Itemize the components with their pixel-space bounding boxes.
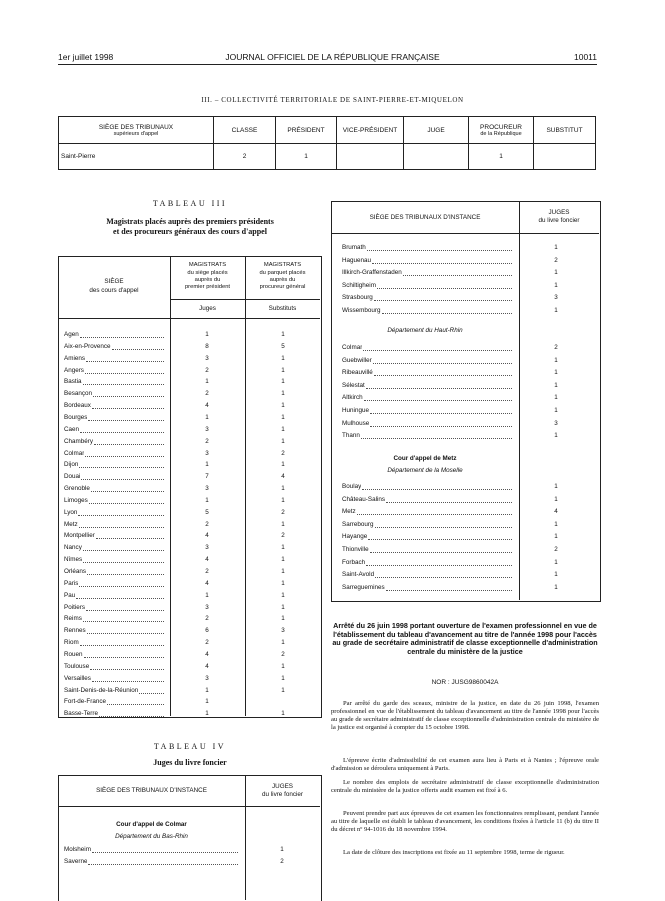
row-value: 3 (205, 354, 209, 362)
leader-dots (84, 657, 164, 658)
col-procureur-sub: de la République (480, 130, 522, 137)
row-value: 8 (205, 342, 209, 350)
col-procureur-label: PROCUREUR (480, 123, 522, 131)
row-value-2: 1 (281, 485, 285, 493)
row-value: 4 (205, 556, 209, 564)
row-name: Fort-de-France (64, 698, 106, 706)
row-name: Saverne (64, 858, 88, 865)
row-name: Aix-en-Provence (64, 342, 111, 350)
row-value: 1 (554, 356, 558, 364)
row-value-2: 1 (281, 437, 285, 445)
row-name: Bastia (64, 378, 82, 386)
leader-dots (86, 610, 164, 611)
row-name: Douai (64, 473, 81, 481)
row-value-2: 2 (281, 449, 285, 457)
leader-dots (80, 337, 164, 338)
row-value: 4 (205, 579, 209, 587)
row-value: 1 (205, 461, 209, 469)
row-name: Wissembourg (342, 307, 381, 314)
row-value: 4 (205, 650, 209, 658)
row-value-2: 1 (281, 520, 285, 528)
row-value: 4 (554, 508, 558, 516)
table-row (0, 255, 665, 266)
row-name: Colmar (64, 449, 85, 457)
leader-dots (357, 514, 512, 515)
row-value: 3 (205, 425, 209, 433)
leader-dots (370, 413, 512, 414)
leader-dots (363, 350, 512, 351)
table-row (0, 242, 665, 253)
row-juge (404, 144, 469, 170)
leader-dots (362, 489, 512, 490)
page-number: 10011 (573, 52, 597, 62)
row-name: Riom (64, 639, 79, 647)
row-value: 3 (205, 674, 209, 682)
row-value: 1 (205, 331, 209, 338)
row-name: Brumath (342, 244, 366, 251)
row-name: Guebwiller (342, 356, 372, 364)
tableau4-col-juges: JUGES (272, 783, 293, 790)
tableau4-col-siege: SIÈGE DES TRIBUNAUX D'INSTANCE (96, 787, 207, 794)
right-cour-metz: Cour d'appel de Metz (393, 455, 457, 462)
leader-dots (85, 456, 164, 457)
row-name: Grenoble (64, 485, 90, 493)
row-value: 1 (554, 381, 558, 389)
right-col-juges2: du livre foncier (538, 217, 580, 224)
tableau3-col-a1: MAGISTRATS (188, 262, 227, 268)
leader-dots (364, 400, 512, 401)
row-value: 1 (205, 496, 209, 504)
row-value: 3 (205, 603, 209, 611)
row-value: 3 (554, 294, 558, 302)
col-vice: VICE-PRÉSIDENT (337, 117, 404, 144)
table-row (0, 481, 665, 492)
leader-dots (370, 552, 512, 553)
arrete-paragraph-1: Par arrêté du garde des sceaux, ministre de la justice, en date du 26 juin 1998, l'examen professionnel en vue de l'établissement du tableau d'avancement au titre de l'année 1998 pour l'accès au grade de secrétaire administratif de classe exceptionnelle d'administration centrale du ministère de la justice est organisé à compter du 15 octobre 1998. (331, 700, 599, 731)
row-name: Versailles (64, 674, 91, 682)
row-value: 1 (554, 394, 558, 402)
row-name: Mulhouse (342, 419, 370, 427)
tableau3-subtitle2: et des procureurs généraux des cours d'appel (113, 227, 267, 236)
tableau3-col-a2: du siège placés (187, 270, 228, 276)
row-value-2: 1 (281, 331, 285, 338)
col-procureur (469, 117, 534, 144)
arrete-nor: NOR : JUSG9860042A (431, 679, 499, 686)
row-name: Boulay (342, 483, 362, 490)
table-row (0, 405, 665, 416)
row-value: 1 (554, 269, 558, 277)
row-value: 2 (205, 390, 209, 398)
leader-dots (386, 590, 512, 591)
tableau4-cour: Cour d'appel de Colmar (116, 821, 187, 828)
row-value: 2 (554, 546, 558, 553)
row-name: Sarrebourg (342, 520, 374, 528)
header-date: 1er juillet 1998 (58, 52, 114, 62)
table-row (0, 494, 665, 505)
row-value: 3 (205, 485, 209, 493)
row-value: 1 (280, 846, 284, 853)
tableau3-subtitle1: Magistrats placés auprès des premiers présidents (106, 217, 274, 226)
right-col-siege: SIÈGE DES TRIBUNAUX D'INSTANCE (369, 214, 481, 221)
row-value-2: 1 (281, 366, 285, 374)
row-value-2: 1 (281, 639, 285, 647)
row-name: Metz (342, 508, 356, 516)
header-rule (58, 64, 597, 65)
table-row (0, 305, 665, 316)
table-row (0, 685, 665, 696)
row-value: 1 (554, 369, 558, 377)
row-name: Pau (64, 591, 76, 599)
row-value: 2 (554, 256, 558, 264)
row-value-2: 4 (281, 473, 285, 481)
row-name: Besançon (64, 390, 93, 398)
row-vice (337, 144, 404, 170)
table-row (0, 506, 665, 517)
leader-dots (368, 539, 512, 540)
row-name: Colmar (342, 344, 363, 351)
row-name: Huningue (342, 407, 369, 414)
leader-dots (375, 527, 512, 528)
leader-dots (372, 263, 512, 264)
leader-dots (367, 250, 512, 251)
row-name: Hayange (342, 533, 368, 541)
section-title: III. – COLLECTIVITÉ TERRITORIALE DE SAINT-PIERRE-ET-MIQUELON (201, 96, 464, 104)
tableau3-sub-a: Juges (199, 305, 216, 312)
row-value-2: 1 (281, 496, 285, 504)
leader-dots (366, 388, 512, 389)
row-value: 1 (554, 432, 558, 440)
table-row (0, 569, 665, 580)
table-row (0, 519, 665, 530)
row-value-2: 1 (281, 579, 285, 587)
table-row (0, 544, 665, 555)
row-value: 1 (205, 710, 209, 718)
tableau3-title: TABLEAU III (152, 199, 228, 208)
col-classe: CLASSE (214, 117, 276, 144)
table-row (0, 418, 665, 429)
row-value: 4 (205, 402, 209, 410)
row-value: 1 (205, 698, 209, 706)
col-juge: JUGE (404, 117, 469, 144)
row-name: Dijon (64, 461, 79, 469)
row-name: Metz (64, 520, 78, 528)
arrete-paragraph-2: L'épreuve écrite d'admissibilité de cet examen aura lieu à Paris et à Nantes ; l'épreuve orale d'admission se déroulera uniquement à Paris. (331, 757, 599, 772)
row-name: Amiens (64, 354, 85, 362)
row-name: Orléans (64, 568, 87, 575)
tableau3-hline-body (58, 318, 320, 319)
row-classe: 2 (214, 144, 276, 170)
tableau3-col-b2: du parquet placés (259, 270, 306, 276)
arrete-title: Arrêté du 26 juin 1998 portant ouverture de l'examen professionnel en vue de l'établissement du tableau d'avancement au titre de l'année 1998 pour l'accès au grade de secrétaire administratif de classe exceptionnelle d'administration centrale du ministère de la justice (332, 621, 598, 656)
table-row (0, 380, 665, 391)
leader-dots (139, 693, 164, 694)
tableau3-col-b3: auprès du (269, 277, 296, 283)
table-row (0, 392, 665, 403)
leader-dots (370, 426, 512, 427)
table-row (0, 280, 665, 291)
row-name: Strasbourg (342, 294, 373, 302)
row-value-2: 2 (281, 650, 285, 658)
row-name: Lyon (64, 508, 78, 516)
row-value-2: 1 (281, 568, 285, 575)
leader-dots (79, 467, 164, 468)
row-name: Montpellier (64, 532, 95, 540)
row-value: 1 (554, 483, 558, 490)
leader-dots (88, 864, 238, 865)
row-value: 1 (554, 307, 558, 314)
row-name: Saint-Pierre (59, 144, 214, 170)
right-col-juges: JUGES (548, 209, 570, 216)
leader-dots (92, 681, 164, 682)
tableau4-col-juges2: du livre foncier (262, 791, 303, 798)
row-name: Chambéry (64, 437, 94, 445)
leader-dots (403, 275, 512, 276)
row-value: 1 (554, 520, 558, 528)
row-name: Château-Salins (342, 495, 386, 503)
leader-dots (87, 633, 164, 634)
leader-dots (99, 716, 164, 717)
row-name: Toulouse (64, 662, 90, 670)
tableau3-col-siege2: des cours d'appel (89, 287, 139, 294)
arrete-paragraph-5: La date de clôture des inscriptions est fixée au 11 septembre 1998, terme de rigueur. (343, 849, 565, 856)
tableau4-dept: Département du Bas-Rhin (115, 833, 188, 840)
tableau3-col-b4: procureur général (259, 284, 306, 290)
row-value: 1 (554, 281, 558, 289)
row-value: 2 (205, 639, 209, 647)
row-value: 1 (554, 495, 558, 503)
saint-pierre-table (58, 116, 596, 170)
right-dept-moselle: Département de la Moselle (387, 467, 463, 474)
row-value: 7 (205, 473, 209, 481)
row-value: 1 (554, 571, 558, 579)
leader-dots (92, 852, 238, 853)
row-value: 4 (205, 532, 209, 540)
leader-dots (377, 288, 512, 289)
row-value-2: 1 (281, 686, 285, 694)
col-siege-sub: supérieurs d'appel (113, 130, 159, 137)
row-name: Sarreguemines (342, 583, 385, 591)
row-name: Ribeauvillé (342, 369, 373, 377)
row-value: 4 (205, 662, 209, 670)
row-procureur: 1 (469, 144, 534, 170)
journal-title: JOURNAL OFFICIEL DE LA RÉPUBLIQUE FRANÇAISE (225, 52, 440, 62)
row-value-2: 1 (281, 402, 285, 410)
table-row (0, 267, 665, 278)
row-value: 3 (205, 449, 209, 457)
row-value-2: 1 (281, 461, 285, 469)
leader-dots (83, 621, 164, 622)
row-value: 3 (205, 544, 209, 552)
row-value-2: 1 (281, 662, 285, 670)
row-value: 2 (205, 568, 209, 575)
leader-dots (386, 502, 512, 503)
row-value-2: 1 (281, 354, 285, 362)
table-row (0, 355, 665, 366)
table-row (0, 342, 665, 353)
row-value-2: 1 (281, 710, 285, 718)
row-value: 1 (554, 407, 558, 414)
leader-dots (366, 565, 512, 566)
row-name: Angers (64, 366, 84, 374)
row-value-2: 3 (281, 627, 285, 635)
col-substitut: SUBSTITUT (534, 117, 596, 144)
row-value-2: 1 (281, 591, 285, 599)
row-name: Illkirch-Graffenstaden (342, 269, 402, 277)
row-name: Nancy (64, 544, 82, 552)
row-name: Basse-Terre (64, 710, 98, 718)
tableau3-col-siege: SIÈGE (104, 278, 124, 285)
row-name: Reims (64, 615, 82, 623)
tableau4-title: TABLEAU IV (153, 742, 227, 751)
row-value: 3 (554, 419, 558, 427)
row-value-2: 2 (281, 508, 285, 516)
row-name: Haguenau (342, 256, 372, 264)
tableau3-col-b1: MAGISTRATS (263, 262, 302, 268)
row-president: 1 (276, 144, 337, 170)
row-name: Bordeaux (64, 402, 91, 410)
table-row (0, 430, 665, 441)
leader-dots (373, 363, 512, 364)
row-name: Schiltigheim (342, 281, 376, 289)
row-value: 1 (205, 686, 209, 694)
table-row (0, 582, 665, 593)
row-value-2: 1 (281, 615, 285, 623)
row-name: Limoges (64, 496, 88, 504)
row-name: Forbach (342, 558, 366, 566)
tableau4-subtitle: Juges du livre foncier (153, 758, 227, 767)
tableau3-col-a3: auprès du (194, 277, 221, 283)
col-president: PRÉSIDENT (276, 117, 337, 144)
leader-dots (90, 669, 164, 670)
table-row (0, 367, 665, 378)
leader-dots (361, 438, 512, 439)
leader-dots (94, 444, 164, 445)
tableau3-col-a4: premier président (184, 284, 231, 290)
row-value-2: 1 (281, 674, 285, 682)
arrete-paragraph-3: Le nombre des emplois de secrétaire administratif de classe exceptionnelle d'administration centrale du ministère de la justice offerts audit examen est fixé à 6. (331, 779, 599, 794)
row-value-2: 1 (281, 556, 285, 564)
row-name: Saint-Avold (342, 571, 375, 579)
row-value-2: 2 (281, 532, 285, 540)
table-row (0, 292, 665, 303)
row-name: Sélestat (342, 381, 365, 389)
right-table-hline (331, 233, 599, 234)
table-row (0, 557, 665, 568)
row-value-2: 1 (281, 390, 285, 398)
row-value: 5 (205, 508, 209, 516)
row-name: Saint-Denis-de-la-Réunion (64, 686, 139, 694)
leader-dots (382, 313, 513, 314)
leader-dots (80, 645, 164, 646)
row-value: 2 (205, 366, 209, 374)
row-name: Agen (64, 331, 79, 338)
row-name: Molsheim (64, 846, 91, 853)
row-name: Poitiers (64, 603, 85, 611)
row-value: 1 (554, 533, 558, 541)
row-value: 1 (554, 558, 558, 566)
col-siege (59, 117, 214, 144)
row-name: Paris (64, 579, 79, 587)
row-value-2: 1 (281, 378, 285, 386)
row-name: Thionville (342, 546, 369, 553)
row-value-2: 1 (281, 603, 285, 611)
col-siege-label: SIÈGE DES TRIBUNAUX (98, 123, 174, 131)
row-name: Rennes (64, 627, 86, 635)
table-row (0, 531, 665, 542)
row-value: 6 (205, 627, 209, 635)
row-name: Thann (342, 432, 360, 440)
leader-dots (76, 598, 164, 599)
row-value-2: 1 (281, 544, 285, 552)
leader-dots (374, 375, 512, 376)
leader-dots (374, 300, 512, 301)
table-row (0, 661, 665, 672)
leader-dots (107, 704, 164, 705)
row-value: 2 (280, 858, 284, 865)
row-value: 1 (554, 244, 558, 251)
row-value-2: 5 (281, 342, 285, 350)
row-name: Caen (64, 425, 80, 433)
row-substitut (534, 144, 596, 170)
row-name: Nîmes (64, 556, 83, 564)
row-value: 1 (205, 591, 209, 599)
row-value: 1 (205, 378, 209, 386)
row-value: 2 (205, 437, 209, 445)
right-dept-haut-rhin: Département du Haut-Rhin (387, 327, 463, 334)
row-value: 2 (205, 520, 209, 528)
row-name: Rouen (64, 650, 83, 658)
row-value: 2 (205, 615, 209, 623)
tableau4-hline (58, 806, 320, 807)
table-row (0, 856, 665, 867)
tableau3-sub-b: Substituts (268, 305, 297, 312)
leader-dots (375, 577, 512, 578)
row-value-2: 1 (281, 425, 285, 433)
table-row (0, 602, 665, 613)
row-value-2: 1 (281, 413, 285, 421)
row-value: 1 (205, 413, 209, 421)
row-value: 2 (554, 344, 558, 351)
row-name: Bourges (64, 413, 88, 421)
arrete-paragraph-4: Peuvent prendre part aux épreuves de cet examen les fonctionnaires remplissant, pendant l'année au titre de laquelle est établi le tableau d'avancement, les conditions fixées à l'article 11 (b) du titre II du décret nº 94-1016 du 18 novembre 1994. (331, 810, 599, 833)
row-name: Altkirch (342, 394, 363, 402)
row-value: 1 (554, 583, 558, 591)
